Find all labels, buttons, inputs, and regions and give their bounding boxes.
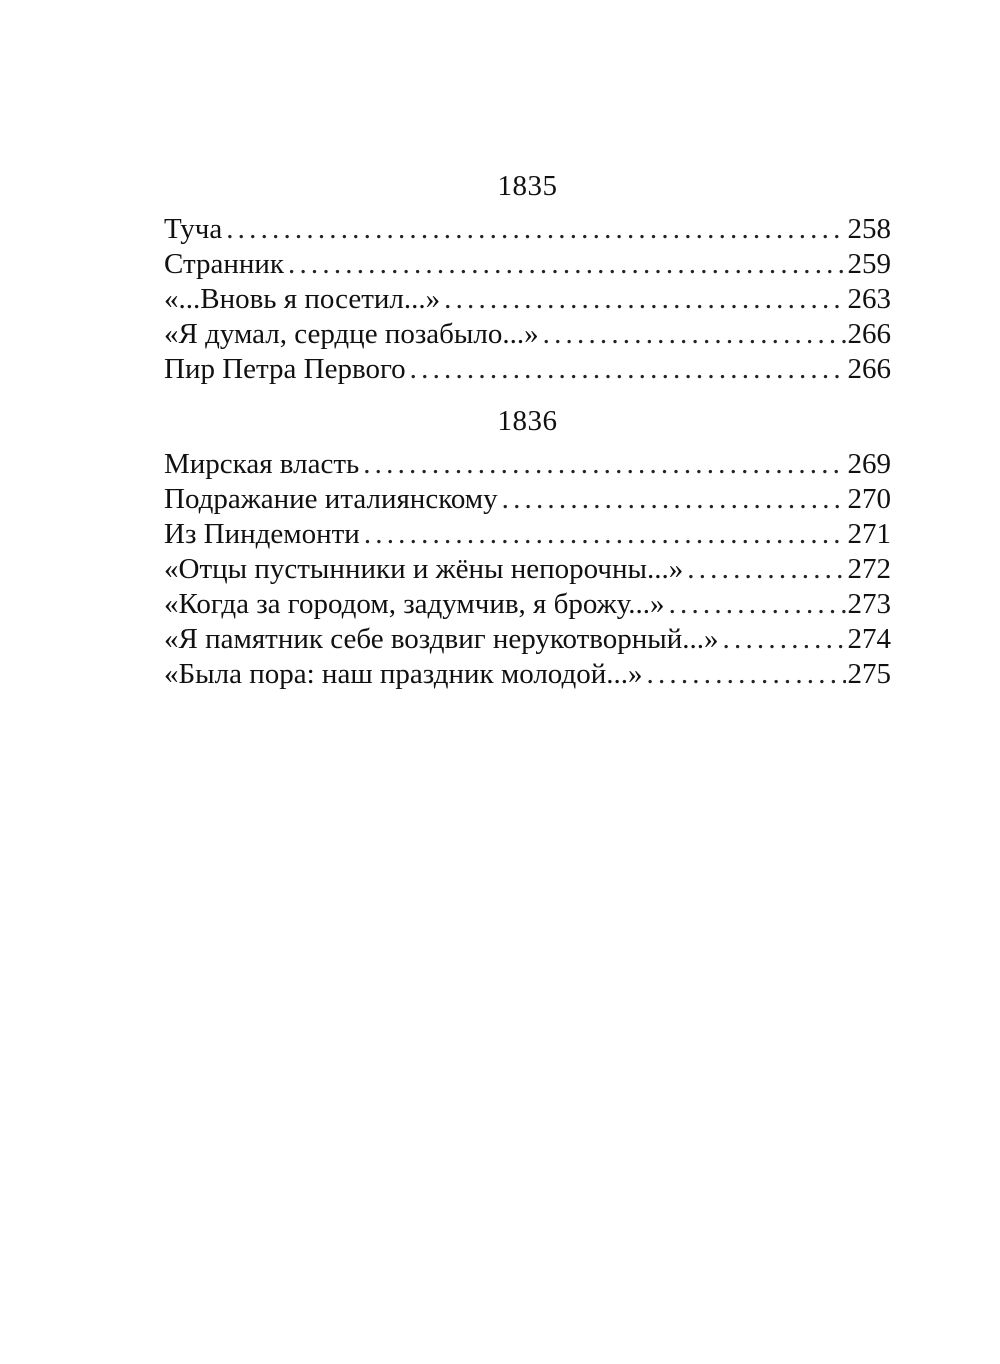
toc-entry[interactable] [164,447,891,482]
toc-entries [164,212,891,387]
entry-page-number: 272 [847,553,891,585]
entry-page-number: 274 [847,623,891,655]
toc-entry[interactable] [164,587,891,622]
toc-entry[interactable] [164,622,891,657]
entry-title: «Была пора: наш праздник молодой...» [164,658,643,690]
toc-entry[interactable] [164,212,891,247]
dot-leader [444,282,845,317]
toc-entry[interactable] [164,282,891,317]
entry-title: «Отцы пустынники и жёны непорочны...» [164,553,684,585]
dot-leader [647,657,846,692]
entry-title: Подражание италиянскому [164,483,498,515]
dot-leader [669,587,846,622]
dot-leader [502,482,846,517]
toc-entries [164,447,891,692]
entry-title: Из Пиндемонти [164,518,360,550]
entry-title: «...Вновь я посетил...» [164,283,441,315]
toc-section-1835 [164,168,891,387]
toc-entry[interactable] [164,352,891,387]
entry-title: «Я думал, сердце позабыло...» [164,318,539,350]
dot-leader [687,552,845,587]
entry-title: Странник [164,248,285,280]
entry-page-number: 259 [847,248,891,280]
entry-page-number: 271 [847,518,891,550]
toc-entry[interactable] [164,517,891,552]
table-of-contents [164,168,891,708]
entry-title: Туча [164,213,223,245]
section-year: 1836 [497,405,558,437]
toc-section-1836 [164,403,891,692]
toc-entry[interactable] [164,552,891,587]
dot-leader [364,517,846,552]
toc-entry[interactable] [164,317,891,352]
entry-page-number: 269 [847,448,891,480]
dot-leader [543,317,846,352]
entry-title: Пир Петра Первого [164,353,406,385]
dot-leader [410,352,846,387]
dot-leader [363,447,845,482]
entry-page-number: 270 [847,483,891,515]
toc-entry[interactable] [164,482,891,517]
entry-page-number: 275 [847,658,891,690]
entry-title: «Когда за городом, задумчив, я брожу...» [164,588,665,620]
entry-page-number: 266 [847,318,891,350]
entry-title: Мирская власть [164,448,360,480]
dot-leader [288,247,845,282]
entry-page-number: 263 [847,283,891,315]
toc-entry[interactable] [164,657,891,692]
entry-page-number: 258 [847,213,891,245]
toc-entry[interactable] [164,247,891,282]
entry-page-number: 273 [847,588,891,620]
dot-leader [226,212,845,247]
dot-leader [723,622,846,657]
section-year: 1835 [497,170,558,202]
entry-title: «Я памятник себе воздвиг нерукотворный...» [164,623,719,655]
entry-page-number: 266 [847,353,891,385]
